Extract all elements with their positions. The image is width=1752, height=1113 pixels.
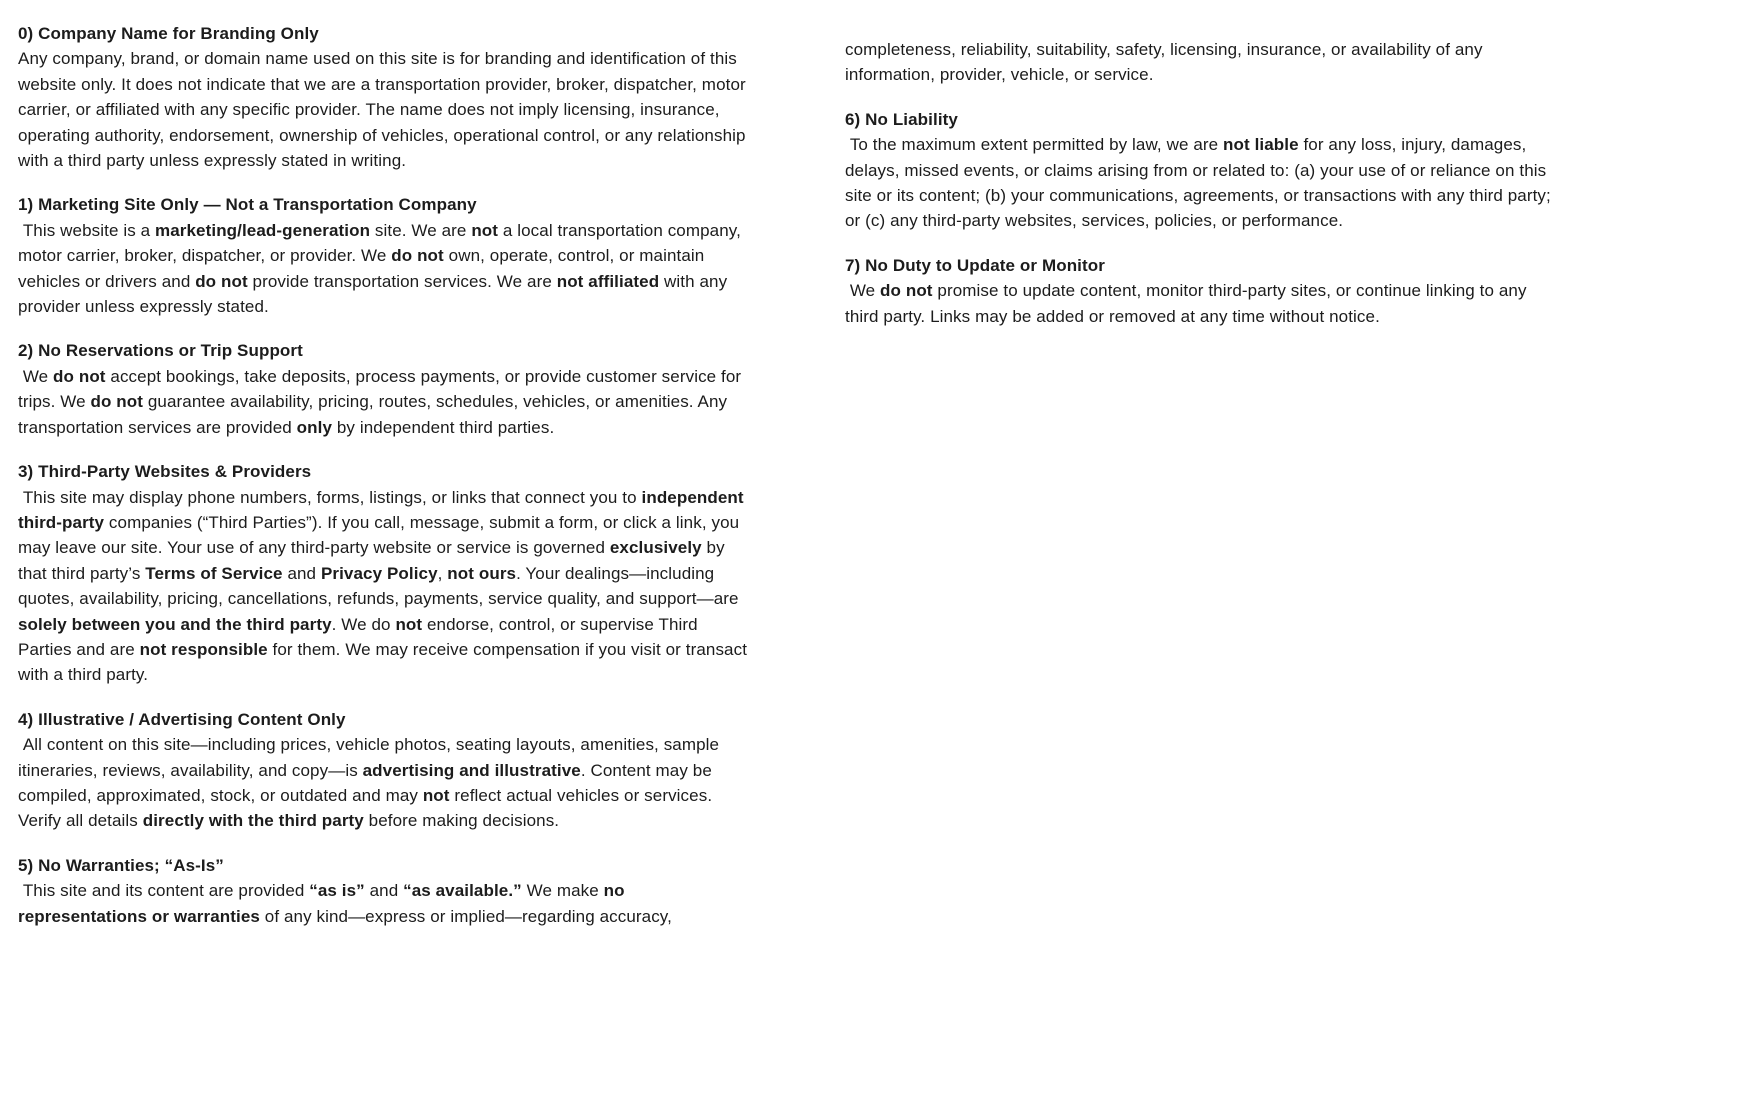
section-title: 5) No Warranties; “As-Is”	[18, 855, 224, 875]
section-title: 4) Illustrative / Advertising Content Only	[18, 709, 346, 729]
disclaimer-section	[18, 707, 748, 834]
disclaimer-section	[18, 192, 748, 319]
column-right	[845, 21, 1551, 348]
bold-text-run: do not	[53, 366, 106, 386]
bold-text-run: not ours	[447, 563, 517, 583]
bold-text-run: “as available.”	[403, 881, 522, 901]
bold-text-run: do not	[391, 246, 444, 266]
bold-text-run: do not	[90, 392, 144, 412]
section-body: This website is a marketing/lead-generation site. We are not a local transportation company, motor carrier, broker, dispatcher, or provider. We do not own, operate, control, or maintain vehicles or drivers and do not provide transportation services. We are not affiliated with any provider unless expressly stated.	[18, 220, 741, 317]
disclaimer-section	[18, 459, 748, 688]
bold-text-run: not	[395, 614, 423, 634]
bold-text-run: not	[422, 785, 450, 805]
bold-text-run: only	[296, 417, 333, 437]
section-body: To the maximum extent permitted by law, we are not liable for any loss, injury, damages, delays, missed events, or claims arising from or related to: (a) your use of or reliance on this site or its content; (b) your communications, agreements, or transactions with any third party; or (c) any third-party websites, services, policies, or performance.	[845, 135, 1551, 231]
section-title: 1) Marketing Site Only — Not a Transportation Company	[18, 195, 477, 215]
column-left	[18, 21, 748, 948]
section-title: 0) Company Name for Branding Only	[18, 24, 319, 43]
section-body: completeness, reliability, suitability, safety, licensing, insurance, or availability of any information, provider, vehicle, or service.	[845, 40, 1483, 85]
bold-text-run: do not	[195, 271, 248, 291]
section-body: Any company, brand, or domain name used on this site is for branding and identification of this website only. It does not indicate that we are a transportation provider, broker, dispatcher, motor carrier, or affiliated with any specific provider. The name does not imply licensing, insurance, operating authority, endorsement, ownership of vehicles, operational control, or any relationship with a third party unless expressly stated in writing.	[18, 49, 746, 171]
bold-text-run: solely between you and the third party	[18, 614, 332, 634]
bold-text-run: not responsible	[139, 639, 268, 659]
bold-text-run: “as is”	[309, 881, 365, 901]
section-title: 3) Third-Party Websites & Providers	[18, 462, 312, 482]
section-title: 6) No Liability	[845, 109, 958, 129]
section-title: 7) No Duty to Update or Monitor	[845, 255, 1105, 275]
bold-text-run: not affiliated	[556, 271, 660, 291]
disclaimer-section	[18, 338, 748, 440]
disclaimer-section	[18, 21, 748, 173]
disclaimer-section	[18, 853, 748, 929]
section-body: We do not accept bookings, take deposits, process payments, or provide customer service for trips. We do not guarantee availability, pricing, routes, schedules, vehicles, or amenities. Any transportation services are provided only by independent third parties.	[18, 366, 742, 437]
section-body: We do not promise to update content, monitor third-party sites, or continue linking to any third party. Links may be added or removed at any time without notice.	[845, 281, 1527, 326]
bold-text-run: advertising and illustrative	[362, 760, 581, 780]
bold-text-run: Privacy Policy	[320, 563, 438, 583]
bold-text-run: Terms of Service	[145, 563, 283, 583]
bold-text-run: independent third-party	[18, 487, 744, 532]
bold-text-run: do not	[880, 281, 933, 301]
disclaimer-section	[845, 37, 1551, 88]
bold-text-run: exclusively	[609, 538, 702, 558]
section-body: All content on this site—including prices, vehicle photos, seating layouts, amenities, sample itineraries, reviews, availability, and copy—is advertising and illustrative. Content may be compiled, approximated, stock, or outdated and may not reflect actual vehicles or services. Verify all details directly with the third party before making decisions.	[18, 735, 720, 831]
section-body: This site and its content are provided “as is” and “as available.” We make no representations or warranties of any kind—express or implied—regarding accuracy,	[18, 881, 672, 926]
bold-text-run: not liable	[1223, 135, 1299, 155]
bold-text-run: no representations or warranties	[18, 881, 625, 926]
section-body: This site may display phone numbers, forms, listings, or links that connect you to independent third-party companies (“Third Parties”). If you call, message, submit a form, or click a link, you may leave our site. Your use of any third-party website or service is governed exclusively by that third party’s Terms of Service and Privacy Policy, not ours. Your dealings—including quotes, availability, pricing, cancellations, refunds, payments, service quality, and support—are solely between you and the third party. We do not endorse, control, or supervise Third Parties and are not responsible for them. We may receive compensation if you visit or transact with a third party.	[18, 487, 748, 685]
section-title: 2) No Reservations or Trip Support	[18, 341, 303, 361]
bold-text-run: marketing/lead-generation	[155, 220, 371, 240]
bold-text-run: not	[471, 220, 499, 240]
disclaimer-section	[845, 253, 1551, 329]
disclaimer-section	[845, 107, 1551, 234]
bold-text-run: directly with the third party	[142, 811, 364, 831]
